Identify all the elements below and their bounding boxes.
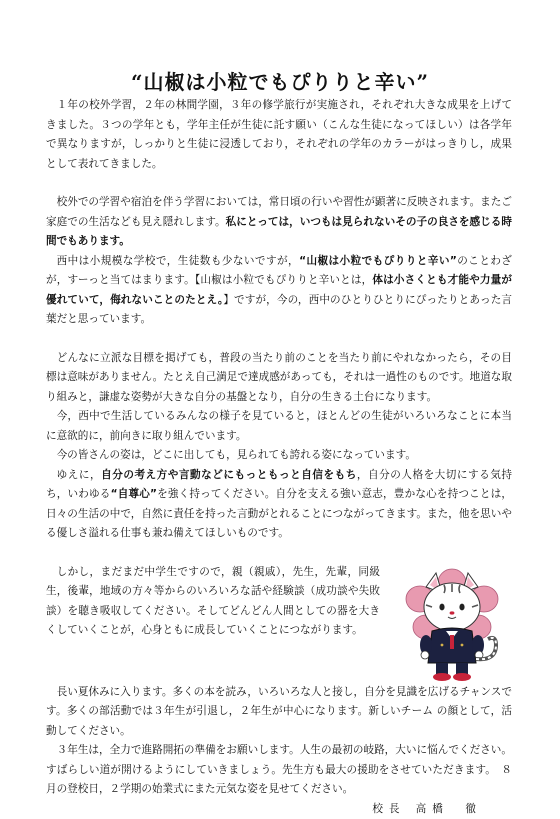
paragraph-3-text-c: のことわざが，すーっと当てはまります。【山椒は小粒でもぴりりと辛いとは， bbox=[46, 255, 512, 287]
paragraph-7-self-esteem: “自尊心” bbox=[111, 488, 157, 500]
page-title: “山椒は小粒でもぴりりと辛い” bbox=[0, 66, 560, 95]
signature bbox=[46, 800, 512, 819]
document-body bbox=[46, 96, 512, 819]
paragraph-3-text-a: 西中は小規模な学校で，生徒数も少ないですが， bbox=[57, 255, 299, 267]
mascot-section bbox=[46, 563, 512, 683]
signature-role: 校長 bbox=[372, 803, 405, 815]
paragraph-2 bbox=[46, 193, 512, 252]
paragraph-7-emphasis: 自分の考え方や言動などにもっともっと自信をもち bbox=[101, 469, 357, 481]
paragraph-6: 今の皆さんの姿は，どこに出しても，見られても誇れる姿になっています。 bbox=[46, 446, 512, 466]
paragraph-gap bbox=[46, 544, 512, 563]
paragraph-7 bbox=[46, 466, 512, 544]
cat-mascot-illustration bbox=[392, 565, 512, 683]
signature-name: 高橋 徹 bbox=[416, 803, 482, 815]
paragraph-gap bbox=[46, 330, 512, 349]
paragraph-2-text: 校外での学習や宿泊を伴う学習においては，常日頃の行いや習性が顕著に反映されます。またご家庭での生活なども見え隠れします。 bbox=[46, 196, 512, 228]
paragraph-3 bbox=[46, 252, 512, 330]
paragraph-gap bbox=[46, 174, 512, 193]
paragraph-3-text-e: 】ですが，今の，西中のひとりひとりにぴったりとあった言葉だと思っています。 bbox=[46, 294, 512, 326]
paragraph-8: しかし，まだまだ中学生ですので，親（親戚），先生，先輩，同級生，後輩，地域の方々等からのいろいろな話や経験談（成功談や失敗談）を聴き吸収してください。そしてどんどん人間としての器を大きくしていくことが，心身ともに成長していくことにつながります。 bbox=[46, 563, 512, 641]
paragraph-9: 長い夏休みに入ります。多くの本を読み，いろいろな人と接し，自分を見識を広げるチャンスです。多くの部活動では３年生が引退し，２年生が中心になります。新しいチーム の顔として，活動してください。 bbox=[46, 683, 512, 742]
paragraph-7-text-c: ，自分の人格を大切にする気持ち，いわゆる bbox=[46, 469, 512, 501]
paragraph-3-proverb: “山椒は小粒でもぴりりと辛い” bbox=[299, 255, 457, 267]
paragraph-10: ３年生は，全力で進路開拓の準備をお願いします。人生の最初の岐路，大いに悩んでください。すばらしい道が開けるようにしていきましょう。先生方も最大の援助をさせていただきます。 ８月の登校日，２学期の始業式にまた元気な姿を見せてください。 bbox=[46, 741, 512, 800]
paragraph-5: 今，西中で生活しているみんなの様子を見ていると，ほとんどの生徒がいろいろなことに本当に意欲的に，前向きに取り組んでいます。 bbox=[46, 407, 512, 446]
paragraph-3-definition: 体は小さくとも才能や力量が優れていて，侮れないことのたとえ。 bbox=[46, 274, 512, 306]
paragraph-7-text-e: を強く持ってください。自分を支える強い意志，豊かな心を持つことは，日々の生活の中で，自然に責任を持った言動がとれることにつながってきます。また，他を思いやる優しさ溢れる仕事も兼ね備えてほしいものです。 bbox=[46, 488, 512, 539]
paragraph-7-text-a: ゆえに， bbox=[57, 469, 101, 481]
paragraph-1: １年の校外学習，２年の林間学園，３年の修学旅行が実施され，それぞれ大きな成果を上げてきました。３つの学年とも，学年主任が生徒に託す願い（こんな生徒になってほしい）は各学年で異なりますが，しっかりと生徒に浸透しており，それぞれの学年のカラーがはっきりし，成果として表れてきました。 bbox=[46, 96, 512, 174]
paragraph-4: どんなに立派な目標を掲げても，普段の当たり前のことを当たり前にやれなかったら，その目標は意味がありません。たとえ自己満足で達成感があっても，それは一過性のものです。地道な取り組みと，謙虚な姿勢が大きな自分の基盤となり，自分の生きる土台になります。 bbox=[46, 349, 512, 408]
paragraph-2-emphasis: 私にとっては，いつもは見られないその子の良さを感じる時間でもあります。 bbox=[46, 216, 512, 248]
